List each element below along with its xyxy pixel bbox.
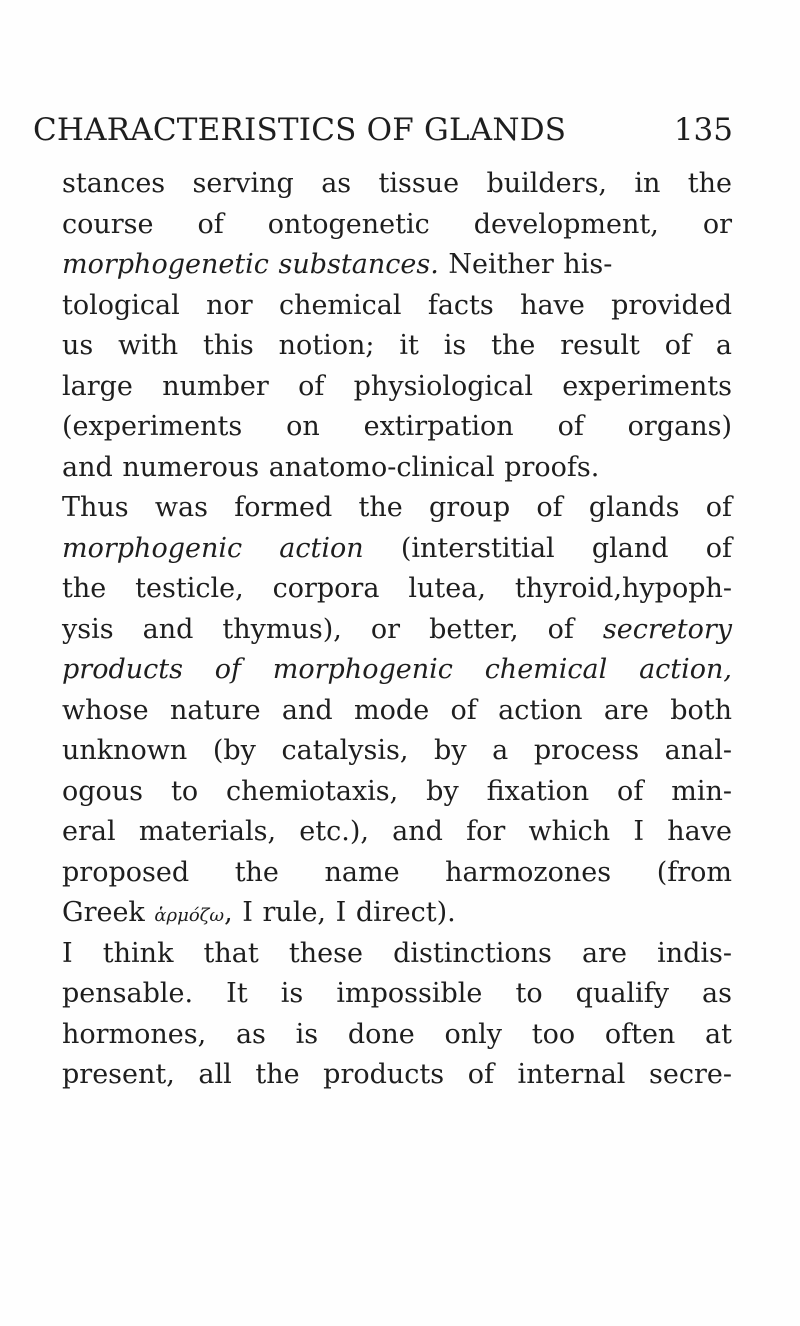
text-line [62,367,732,408]
text-line [62,205,732,246]
text-line [62,610,732,651]
text-line [62,1015,732,1056]
text-line [62,731,732,772]
text-run: unknown (by catalysis, by a process anal- [62,735,732,766]
greek-word: ἁρμόζω [154,905,225,926]
text-line [62,286,732,327]
text-line [62,772,732,813]
text-line [62,974,732,1015]
text-run: proposed the name harmozones (from [62,856,732,888]
text-run: pensable. It is impossible to qualify as [62,978,732,1009]
italic-text: morphogenetic substances. [62,249,439,280]
text-run: tological nor chemical facts have provided [62,289,732,321]
text-run: large number of physiological experiments [62,370,732,402]
text-run: hormones, as is done only too often at [62,1018,732,1050]
text-line [62,164,732,205]
text-run: I think that these distinctions are indis- [62,937,732,969]
text-line [62,326,732,367]
text-run: and numerous anatomo-clinical proofs. [62,451,600,483]
text-line [62,934,732,975]
text-run: us with this notion; it is the result of a [62,330,732,361]
text-line [62,488,732,529]
text-line [62,448,732,489]
text-run: (interstitial gland of [363,532,732,564]
text-run: Neither his- [438,249,613,280]
page-number: 135 [673,112,733,148]
body-text [62,164,732,1096]
text-line [62,691,732,732]
italic-text: morphogenic action [62,532,364,564]
text-line [62,407,732,448]
text-run: course of ontogenetic development, or [62,208,732,240]
text-run: whose nature and mode of action are both [62,694,732,726]
text-run: , I rule, I direct). [224,897,456,928]
text-run: ysis and thymus), or better, of [62,613,603,645]
text-line [62,812,732,853]
text-line [62,893,732,934]
text-line [62,853,732,894]
text-run: Greek [62,897,155,928]
text-line [62,529,732,570]
text-run: (experiments on extirpation of organs) [62,411,732,442]
running-title: CHARACTERISTICS OF GLANDS [33,112,567,148]
text-line [62,1055,732,1096]
text-line [62,245,732,286]
italic-text: products of morphogenic chemical action, [62,654,732,685]
text-run: Thus was formed the group of glands of [62,492,732,523]
italic-text: secretory [602,613,732,645]
text-line [62,569,732,610]
text-run: ogous to chemiotaxis, by fixation of min- [62,775,732,807]
text-run: the testicle, corpora lutea, thyroid,hypoph- [62,573,732,604]
text-run: stances serving as tissue builders, in the [62,168,732,199]
text-run: present, all the products of internal secre- [62,1059,732,1090]
running-head [33,110,733,150]
text-run: eral materials, etc.), and for which I have [62,816,732,847]
text-line [62,650,732,691]
